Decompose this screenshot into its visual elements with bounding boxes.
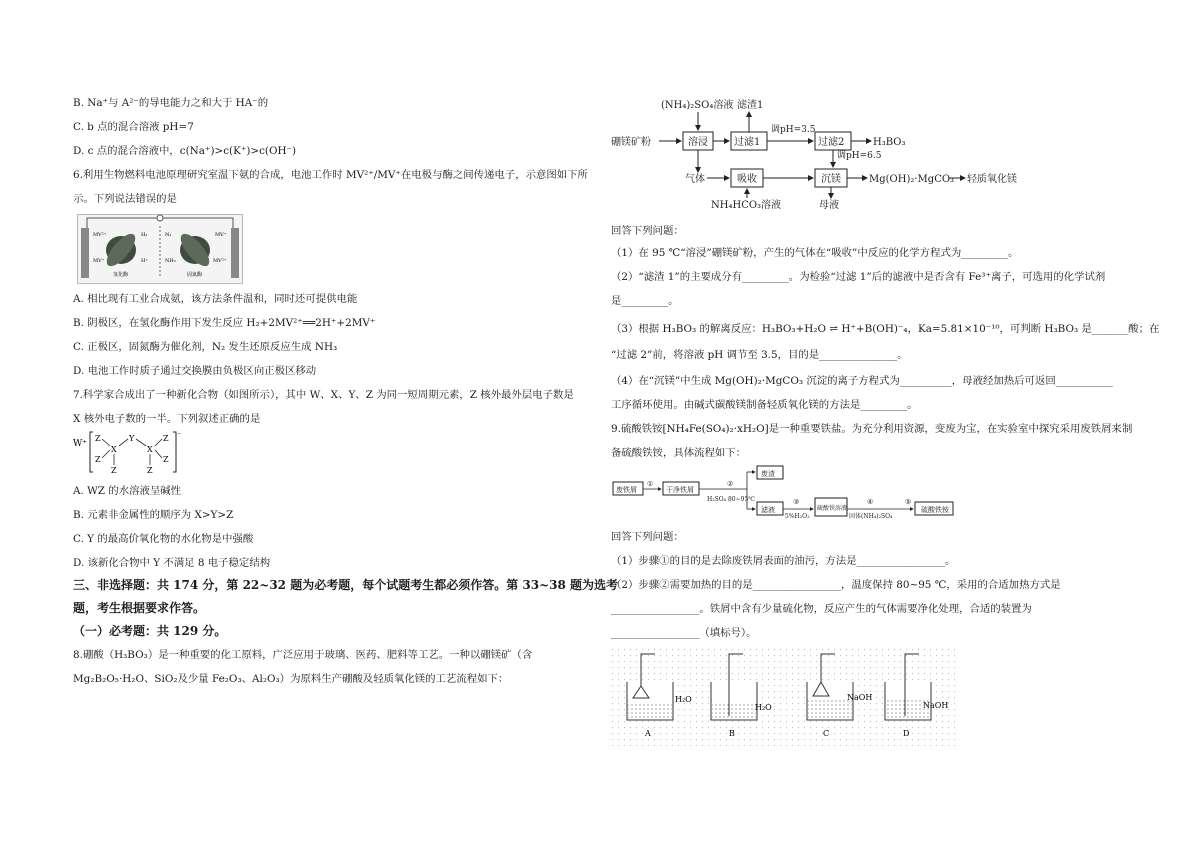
q9-stem-line2: 备硫酸铁铵，具体流程如下： bbox=[611, 447, 747, 459]
sub-heading: （一）必考题：共 129 分。 bbox=[73, 624, 227, 638]
flow-label: 硼镁矿粉 bbox=[611, 137, 651, 148]
flow-label: ① bbox=[647, 480, 654, 488]
q5-option-d: D. c 点的混合溶液中，c(Na⁺)>c(K⁺)>c(OH⁻) bbox=[73, 145, 297, 157]
flow-label: ② bbox=[727, 480, 734, 488]
q7-option-a: A. WZ 的水溶液呈碱性 bbox=[73, 485, 182, 497]
option-label: D bbox=[903, 729, 910, 738]
q8-part2-line1: （2）“滤渣 1”的主要成分有_________。为检验“过滤 1”后的滤液中是否含有 Fe³⁺离子，可选用的化学试剂 bbox=[611, 271, 1106, 283]
q9-part2-line2: _________________。铁屑中含有少量硫化物，反应产生的气体需要净化处理，合适的装置为 bbox=[611, 603, 1032, 615]
q9-part2-line1: （2）步骤②需要加热的目的是_________________，温度保持 80~95 ℃，采用的合适加热方式是 bbox=[611, 579, 1061, 591]
flow-label: H₃BO₃ bbox=[873, 137, 906, 148]
atom-z: Z bbox=[111, 466, 117, 475]
flow-label: 轻质氧化镁 bbox=[967, 174, 1017, 185]
flow-label: ④ bbox=[867, 498, 874, 506]
atom-x: X bbox=[111, 445, 117, 454]
fig-label: 固氮酶 bbox=[187, 272, 203, 278]
q8-part1: （1）在 95 ℃“溶浸”硼镁矿粉，产生的气体在“吸收”中反应的化学方程式为_________。 bbox=[611, 247, 1019, 259]
q9-stem-line1: 9.硫酸铁铵[NH₄Fe(SO₄)₂·xH₂O]是一种重要铁盐。为充分利用资源，变废为宝，在实验室中探究采用废铁屑来制 bbox=[611, 423, 1133, 435]
gas-absorption-apparatus bbox=[611, 648, 955, 746]
q8-part2-line2: 是_________。 bbox=[611, 295, 679, 307]
flow-label: 调pH=6.5 bbox=[837, 151, 882, 161]
q5-option-c: C. b 点的混合溶液 pH=7 bbox=[73, 121, 194, 133]
q8-stem-line1: 8.硼酸（H₃BO₃）是一种重要的化工原料，广泛应用于玻璃、医药、肥料等工艺。一种以硼镁矿（含 bbox=[73, 649, 533, 661]
q7-option-d: D. 该新化合物中 Y 不满足 8 电子稳定结构 bbox=[73, 557, 271, 569]
section-heading-line2: 题，考生根据要求作答。 bbox=[73, 601, 206, 615]
flow-label: ③ bbox=[793, 498, 800, 506]
q6-option-b: B. 阴极区，在氢化酶作用下发生反应 H₂+2MV²⁺══2H⁺+2MV⁺ bbox=[73, 317, 376, 329]
fig-label: MV⁺ bbox=[93, 258, 105, 264]
atom-w: W⁺ bbox=[73, 439, 88, 449]
flow-label: NH₄HCO₃溶液 bbox=[711, 200, 782, 211]
flow-label: 沉镁 bbox=[821, 174, 841, 185]
atom-z: Z bbox=[163, 434, 169, 443]
atom-z: Z bbox=[95, 434, 101, 443]
section-heading-line1: 三、非选择题：共 174 分，第 22~32 题为必考题，每个试题考生都必须作答。第 33~38 题为选考 bbox=[73, 578, 619, 592]
q8-part4-line2: 工序循环使用。由碱式碳酸镁制备轻质氧化镁的方法是_________。 bbox=[611, 399, 918, 411]
option-label: B bbox=[729, 729, 735, 738]
option-label: A bbox=[645, 729, 651, 738]
liquid-label: H₂O bbox=[675, 695, 692, 704]
q9-part1: （1）步骤①的目的是去除废铁屑表面的油污，方法是_________________。 bbox=[611, 555, 956, 567]
flow-label: 滤液 bbox=[761, 506, 775, 514]
atom-z: Z bbox=[95, 455, 101, 464]
liquid-label: NaOH bbox=[847, 693, 873, 702]
flow-label: 过滤2 bbox=[818, 137, 845, 148]
boric-acid-flowchart bbox=[611, 94, 1071, 214]
bracket-right bbox=[173, 432, 176, 472]
q8-answer-intro: 回答下列问题： bbox=[611, 225, 684, 237]
flow-label: 吸收 bbox=[737, 174, 757, 185]
q7-stem-line1: 7.科学家合成出了一种新化合物（如图所示），其中 W、X、Y、Z 为同一短周期元素，Z 核外最外层电子数是 bbox=[73, 389, 574, 401]
atom-z: Z bbox=[147, 466, 153, 475]
flow-label: 调pH=3.5 bbox=[771, 125, 816, 135]
flow-label: 滤渣1 bbox=[737, 100, 764, 111]
flow-label: 母液 bbox=[819, 200, 839, 211]
q7-option-b: B. 元素非金属性的顺序为 X>Y>Z bbox=[73, 509, 234, 521]
option-label: C bbox=[823, 729, 830, 738]
q7-stem-line2: X 核外电子数的一半。下列叙述正确的是 bbox=[73, 413, 261, 425]
fig-label: MV⁺ bbox=[215, 232, 227, 238]
atom-y: Y bbox=[129, 434, 135, 443]
flow-label: 硫酸铁溶液 bbox=[817, 505, 848, 512]
q6-stem-line2: 示。下列说法错误的是 bbox=[73, 193, 177, 205]
iron-salt-flowchart bbox=[611, 462, 971, 522]
fig-label: NH₃ bbox=[165, 258, 176, 264]
flow-label: 废渣 bbox=[761, 470, 775, 478]
fig-label: N₂ bbox=[165, 232, 172, 238]
electrode-right bbox=[231, 228, 239, 278]
charge-label: ⁻ bbox=[177, 431, 182, 440]
bracket-left bbox=[90, 432, 93, 472]
flow-label: Mg(OH)₂·MgCO₃ bbox=[869, 174, 955, 185]
flow-label: 干净铁屑 bbox=[666, 486, 694, 494]
electrode-left bbox=[81, 228, 89, 278]
liquid-label: NaOH bbox=[923, 701, 949, 710]
flow-label: 过滤1 bbox=[734, 137, 761, 148]
flow-label: 硫酸铁铵 bbox=[921, 506, 949, 514]
q8-part3-line2: “过滤 2”前，将溶液 pH 调节至 3.5，目的是_______________。 bbox=[611, 349, 908, 361]
fig-label: 氢化酶 bbox=[113, 272, 129, 278]
structure-figure bbox=[73, 428, 183, 476]
fig-label: MV²⁺ bbox=[93, 232, 107, 238]
q6-option-c: C. 正极区，固氮酶为催化剂，N₂ 发生还原反应生成 NH₃ bbox=[73, 341, 338, 353]
fig-label: H⁺ bbox=[141, 258, 148, 264]
flow-label: 溶浸 bbox=[688, 137, 708, 148]
flow-label: 5%H₂O₂ bbox=[785, 513, 810, 520]
atom-x: X bbox=[147, 445, 153, 454]
q9-answer-intro: 回答下列问题： bbox=[611, 531, 684, 543]
q7-option-c: C. Y 的最高价氧化物的水化物是中强酸 bbox=[73, 533, 254, 545]
q6-stem-line1: 6.利用生物燃料电池原理研究室温下氨的合成，电池工作时 MV²⁺/MV⁺在电极与酶之间传递电子，示意图如下所 bbox=[73, 169, 588, 181]
flow-label: 废铁屑 bbox=[616, 486, 637, 494]
q6-option-d: D. 电池工作时质子通过交换膜由负极区向正极区移动 bbox=[73, 365, 317, 377]
flow-label: H₂SO₄ 80~95℃ bbox=[707, 496, 755, 503]
q8-part4-line1: （4）在“沉镁”中生成 Mg(OH)₂·MgCO₃ 沉淀的离子方程式为__________，母液经加热后可返回___________ bbox=[611, 375, 1113, 387]
fuel-cell-figure bbox=[77, 214, 243, 284]
q5-option-b: B. Na⁺与 A²⁻的导电能力之和大于 HA⁻的 bbox=[73, 97, 269, 109]
flow-label: 固体(NH₄)₂SO₄ bbox=[849, 513, 893, 520]
q8-part3-line1: （3）根据 H₃BO₃ 的解离反应：H₃BO₃+H₂O ⇌ H⁺+B(OH)⁻₄，Ka=5.81×10⁻¹⁰，可判断 H₃BO₃ 是_______酸；在 bbox=[611, 323, 1160, 335]
q9-part2-line3: _________________（填标号）。 bbox=[611, 627, 757, 639]
liquid-label: H₂O bbox=[755, 703, 772, 712]
flow-label: 气体 bbox=[685, 174, 705, 185]
flow-label: (NH₄)₂SO₄溶液 bbox=[661, 100, 734, 111]
fig-label: MV²⁺ bbox=[213, 258, 227, 264]
q8-stem-line2: Mg₂B₂O₅·H₂O、SiO₂及少量 Fe₂O₃、Al₂O₃）为原料生产硼酸及轻质氧化镁的工艺流程如下： bbox=[73, 673, 509, 685]
fig-label: H₂ bbox=[141, 232, 148, 238]
load-icon bbox=[157, 215, 163, 221]
atom-z: Z bbox=[163, 455, 169, 464]
q6-option-a: A. 相比现有工业合成氨，该方法条件温和，同时还可提供电能 bbox=[73, 293, 358, 305]
flow-label: ⑤ bbox=[905, 498, 912, 506]
